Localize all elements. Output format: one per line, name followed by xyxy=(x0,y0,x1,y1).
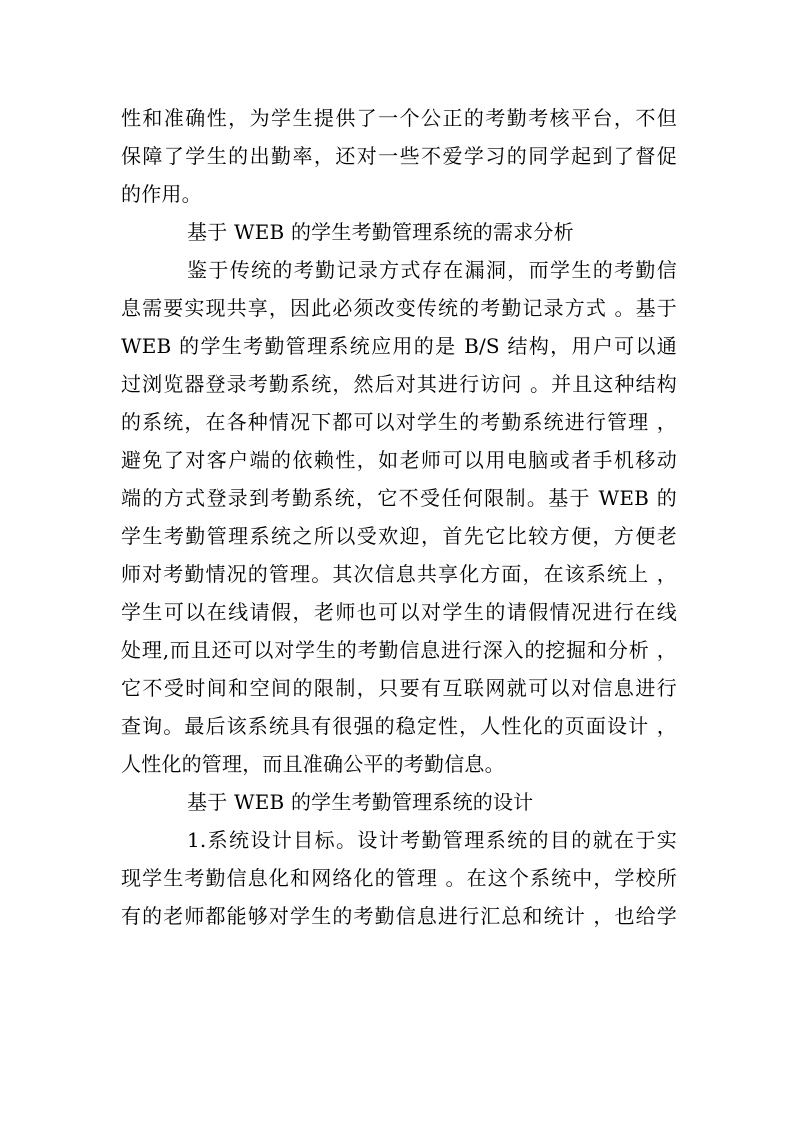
paragraph-line: 人性化的管理，而且准确公平的考勤信息。 xyxy=(121,752,505,776)
paragraph-line: 师对考勤情况的管理。其次信息共享化方面，在该系统上 ， xyxy=(121,562,677,586)
paragraph-line: 处理,而且还可以对学生的考勤信息进行深入的挖掘和分析 ， xyxy=(121,638,677,662)
paragraph-line: 它不受时间和空间的限制，只要有互联网就可以对信息进行 xyxy=(121,676,677,700)
paragraph-line: 1.系统设计目标。设计考勤管理系统的目的就在于实 xyxy=(187,828,677,852)
paragraph-line: 端的方式登录到考勤系统，它不受任何限制。基于 WEB 的 xyxy=(121,486,677,510)
paragraph-line: 有的老师都能够对学生的考勤信息进行汇总和统计 ，也给学 xyxy=(121,904,677,928)
paragraph-line: 查询。最后该系统具有很强的稳定性，人性化的页面设计 ， xyxy=(121,714,677,738)
paragraph-line: 鉴于传统的考勤记录方式存在漏洞，而学生的考勤信 xyxy=(187,258,677,282)
document-page xyxy=(121,99,677,935)
paragraph-line: WEB 的学生考勤管理系统应用的是 B/S 结构，用户可以通 xyxy=(121,334,677,358)
paragraph-line: 性和准确性，为学生提供了一个公正的考勤考核平台，不但 xyxy=(121,106,677,130)
paragraph-line: 学生可以在线请假，老师也可以对学生的请假情况进行在线 xyxy=(121,600,677,624)
paragraph-line: 现学生考勤信息化和网络化的管理 。在这个系统中，学校所 xyxy=(121,866,677,890)
paragraph-line: 的系统，在各种情况下都可以对学生的考勤系统进行管理 ， xyxy=(121,410,677,434)
section-heading: 基于 WEB 的学生考勤管理系统的设计 xyxy=(187,790,534,814)
paragraph-line: 避免了对客户端的依赖性，如老师可以用电脑或者手机移动 xyxy=(121,448,677,472)
paragraph-line: 息需要实现共享，因此必须改变传统的考勤记录方式 。基于 xyxy=(121,296,677,320)
paragraph-line: 保障了学生的出勤率，还对一些不爱学习的同学起到了督促 xyxy=(121,144,677,168)
paragraph-line: 学生考勤管理系统之所以受欢迎，首先它比较方便，方便老 xyxy=(121,524,677,548)
paragraph-line: 过浏览器登录考勤系统，然后对其进行访问 。并且这种结构 xyxy=(121,372,677,396)
paragraph-line: 的作用。 xyxy=(121,182,202,206)
section-heading: 基于 WEB 的学生考勤管理系统的需求分析 xyxy=(187,220,574,244)
